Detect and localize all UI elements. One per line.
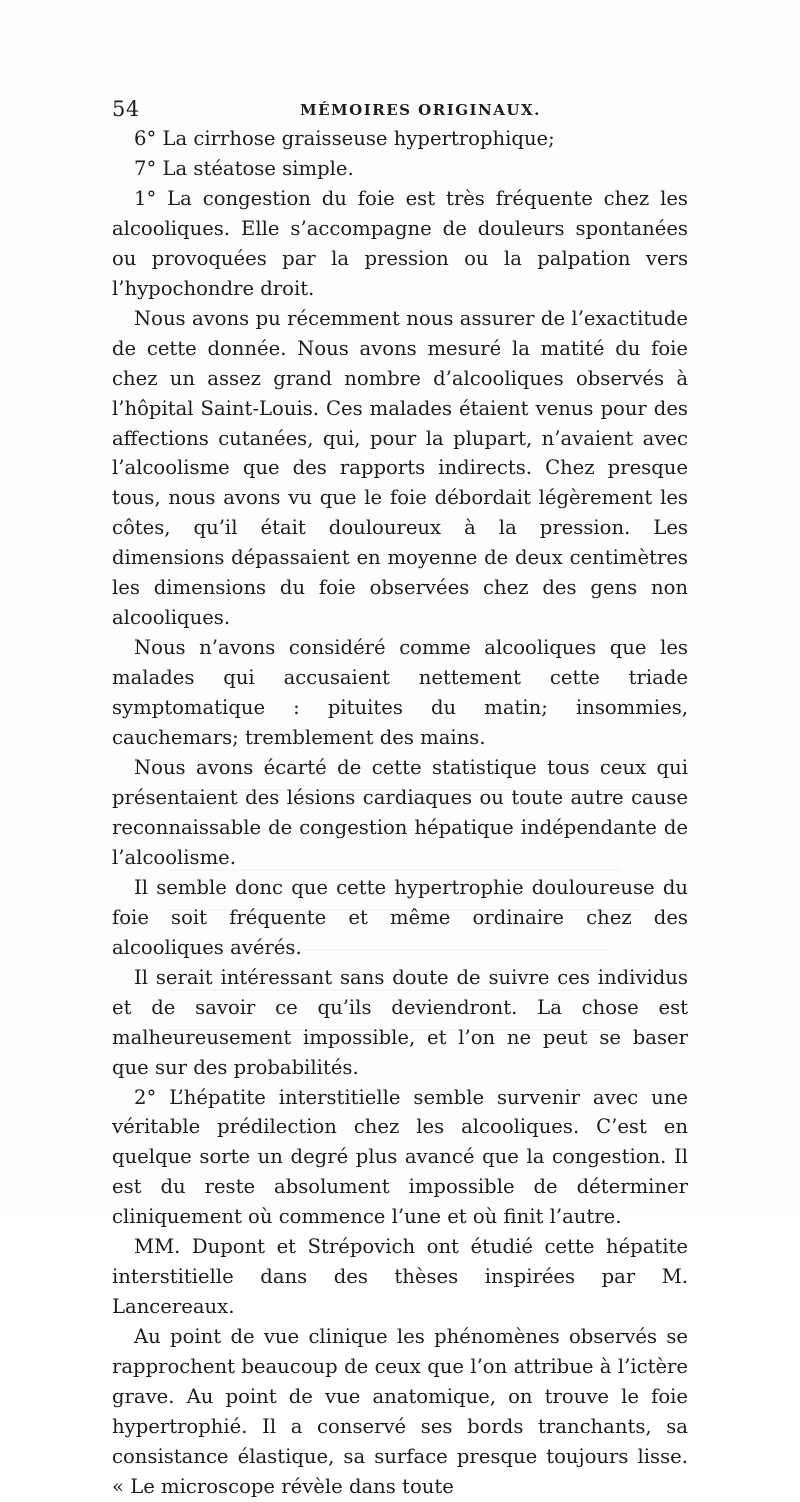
running-title: MÉMOIRES ORIGINAUX. — [300, 101, 541, 119]
paragraph-hepatitis: 2° L’hépatite interstitielle semble survenir avec une véritable prédilection chez les alcooliques. C’est en quelque sorte un degré plus avancé que la congestion. Il est du reste absolument impossible de déterminer cliniquement où commence l’une et où finit l’autre. — [112, 1085, 688, 1229]
paragraph-conclusion: Il semble donc que cette hypertrophie douloureuse du foie soit fréquente et même ordinaire chez des alcooliques avérés. — [112, 875, 688, 959]
list-item-7: 7° La stéatose simple. — [134, 156, 354, 180]
paragraph-criteria: Nous n’avons considéré comme alcooliques que les malades qui accusaient nettement cette triade symptomatique : pituites du matin; insommies, cauchemars; tremblement des mains. — [112, 636, 688, 750]
running-head — [112, 97, 692, 121]
paragraph-clinical: Au point de vue clinique les phénomènes observés se rapprochent beaucoup de ceux que l’on attribue à l’ictère grave. Au point de vue anatomique, on trouve le foie hypertrophié. Il a conservé ses bords tranchants, sa consistance élastique, sa surface presque toujours lisse. « Le microscope révèle dans toute — [112, 1325, 688, 1498]
paragraph-authors: MM. Dupont et Strépovich ont étudié cette hépatite interstitielle dans des thèses inspirées par M. Lancereaux. — [112, 1235, 688, 1319]
page-number: 54 — [112, 97, 140, 121]
paragraph-congestion: 1° La congestion du foie est très fréquente chez les alcooliques. Elle s’accompagne de douleurs spontanées ou provoquées par la pression ou la palpation vers l’hypochondre droit. — [112, 186, 688, 300]
paragraph-follow-up: Il serait intéressant sans doute de suivre ces individus et de savoir ce qu’ils deviendront. La chose est malheureusement impossible, et l’on ne peut se baser que sur des probabilités. — [112, 965, 688, 1079]
paragraph-observations: Nous avons pu récemment nous assurer de l’exactitude de cette donnée. Nous avons mesuré la matité du foie chez un assez grand nombre d’alcooliques observés à l’hôpital Saint-Louis. Ces malades étaient venus pour des affections cutanées, qui, pour la plupart, n’avaient avec l’alcoolisme que des rapports indirects. Chez presque tous, nous avons vu que le foie débordait légèrement les côtes, qu’il était douloureux à la pression. Les dimensions dépassaient en moyenne de deux centimètres les dimensions du foie observées chez des gens non alcooliques. — [112, 306, 688, 630]
body-text — [112, 124, 688, 1502]
list-item-6: 6° La cirrhose graisseuse hypertrophique; — [134, 127, 555, 150]
paragraph-exclusions: Nous avons écarté de cette statistique tous ceux qui présentaient des lésions cardiaques ou toute autre cause reconnaissable de congestion hépatique indépendante de l’alcoolisme. — [112, 756, 688, 869]
